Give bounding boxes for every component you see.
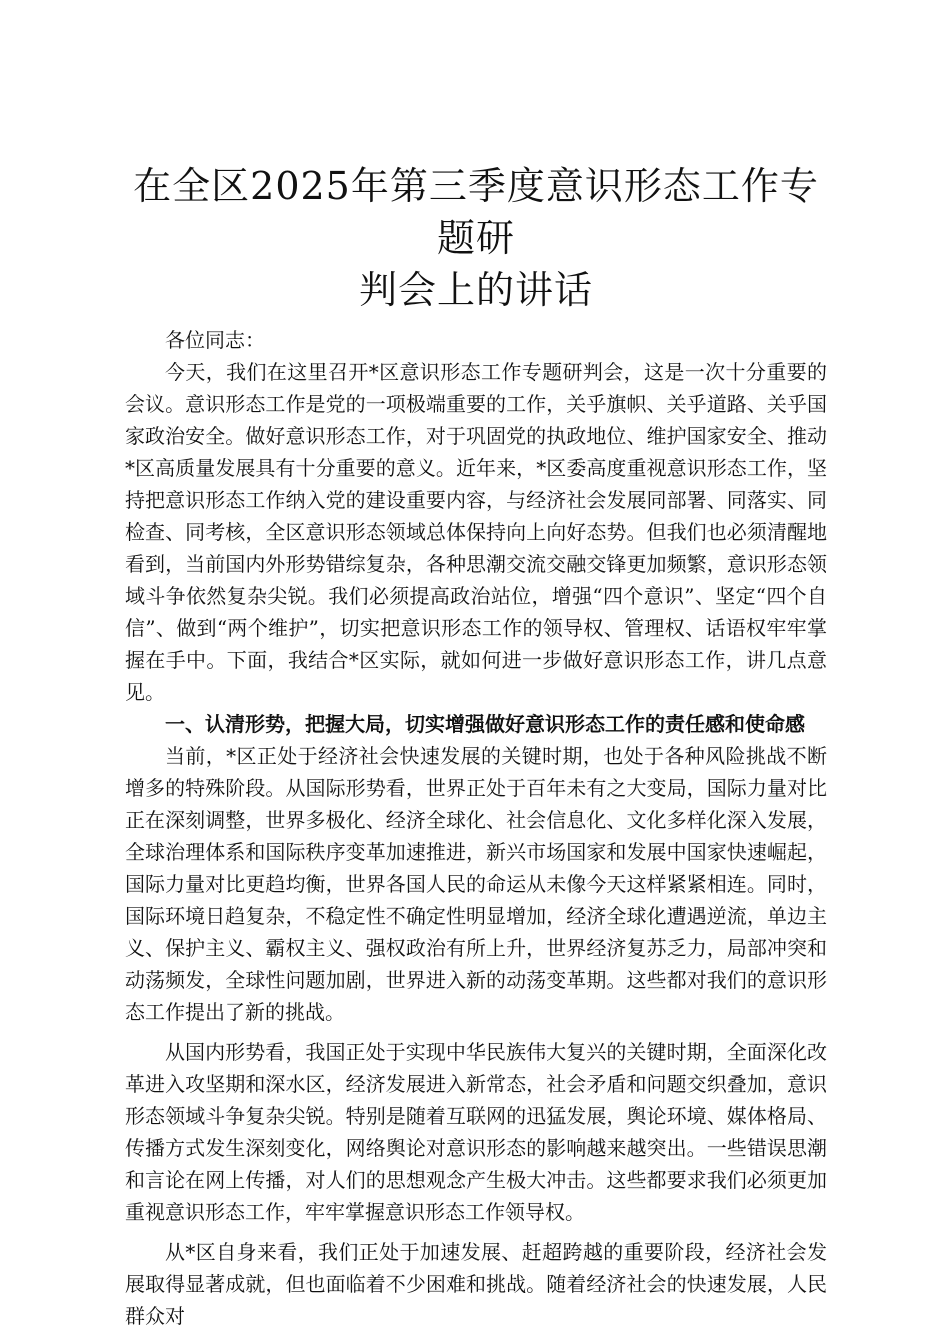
document-page [125, 160, 827, 1332]
section1-paragraph-3: 从*区自身来看，我们正处于加速发展、赶超跨越的重要阶段，经济社会发展取得显著成就，但也面临着不少困难和挑战。随着经济社会的快速发展，人民群众对 [125, 1240, 827, 1328]
salutation: 各位同志： [165, 328, 265, 352]
section1-paragraph-2: 从国内形势看，我国正处于实现中华民族伟大复兴的关键时期，全面深化改革进入攻坚期和深水区，经济发展进入新常态，社会矛盾和问题交织叠加，意识形态领域斗争复杂尖锐。特别是随着互联网的迅猛发展，舆论环境、媒体格局、传播方式发生深刻变化，网络舆论对意识形态的影响越来越突出。一些错误思潮和言论在网上传播，对人们的思想观念产生极大冲击。这些都要求我们必须更加重视意识形态工作，牢牢掌握意识形态工作领导权。 [125, 1040, 827, 1224]
title-line-2: 判会上的讲话 [358, 268, 593, 312]
section-heading-1: 一、认清形势，把握大局，切实增强做好意识形态工作的责任感和使命感 [165, 712, 805, 736]
section1-paragraph-1: 当前，*区正处于经济社会快速发展的关键时期，也处于各种风险挑战不断增多的特殊阶段。从国际形势看，世界正处于百年未有之大变局，国际力量对比正在深刻调整，世界多极化、经济全球化、社会信息化、文化多样化深入发展，全球治理体系和国际秩序变革加速推进，新兴市场国家和发展中国家快速崛起，国际力量对比更趋均衡，世界各国人民的命运从未像今天这样紧紧相连。同时，国际环境日趋复杂，不稳定性不确定性明显增加，经济全球化遭遇逆流，单边主义、保护主义、霸权主义、强权政治有所上升，世界经济复苏乏力，局部冲突和动荡频发，全球性问题加剧，世界进入新的动荡变革期。这些都对我们的意识形态工作提出了新的挑战。 [125, 744, 827, 1024]
document-title [125, 160, 827, 316]
title-line-1: 在全区2025年第三季度意识形态工作专题研 [133, 164, 819, 260]
intro-paragraph: 今天，我们在这里召开*区意识形态工作专题研判会，这是一次十分重要的会议。意识形态工作是党的一项极端重要的工作，关乎旗帜、关乎道路、关乎国家政治安全。做好意识形态工作，对于巩固党的执政地位、维护国家安全、推动*区高质量发展具有十分重要的意义。近年来，*区委高度重视意识形态工作，坚持把意识形态工作纳入党的建设重要内容，与经济社会发展同部署、同落实、同检查、同考核，全区意识形态领域总体保持向上向好态势。但我们也必须清醒地看到，当前国内外形势错综复杂，各种思潮交流交融交锋更加频繁，意识形态领域斗争依然复杂尖锐。我们必须提高政治站位，增强“四个意识”、坚定“四个自信”、做到“两个维护”，切实把意识形态工作的领导权、管理权、话语权牢牢掌握在手中。下面，我结合*区实际，就如何进一步做好意识形态工作，讲几点意见。 [125, 360, 827, 704]
